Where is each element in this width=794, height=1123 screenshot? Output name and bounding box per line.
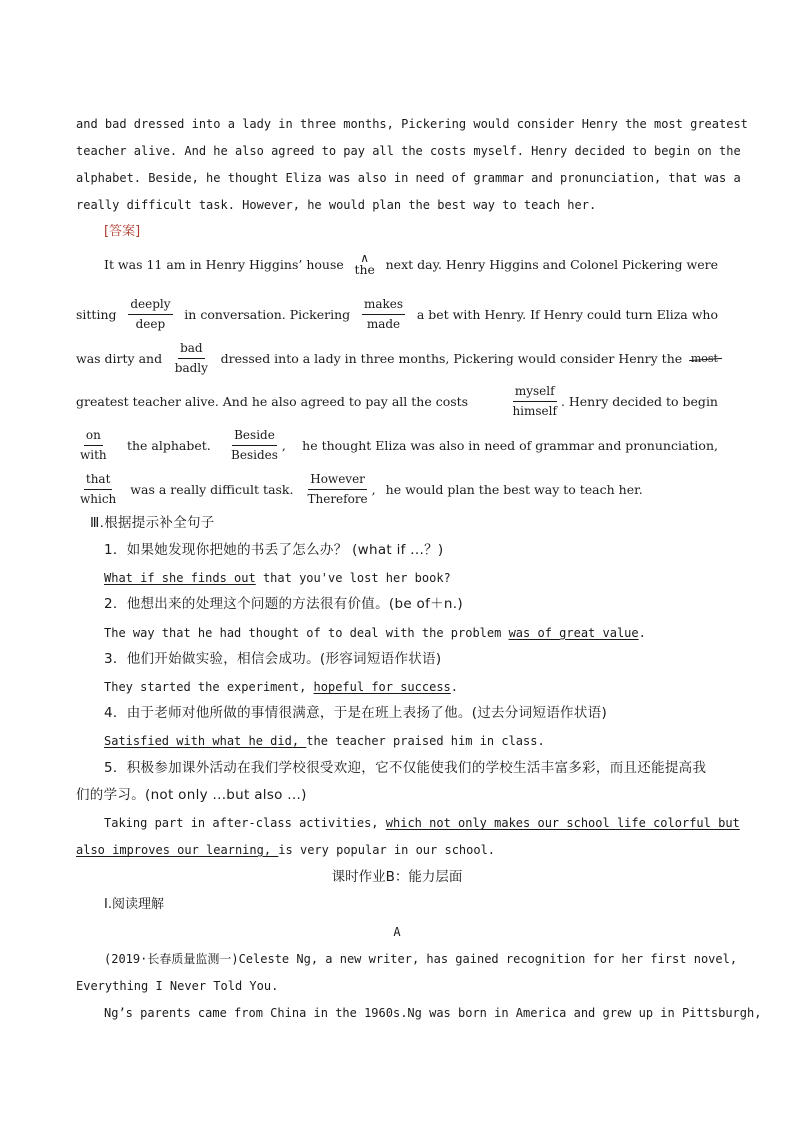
correction	[305, 472, 369, 507]
correct-word: with	[80, 448, 107, 462]
reading-text: Ng’s parents came from China in the 1960s.Ng was born in America and grew up in Pittsburgh,	[104, 1006, 762, 1020]
wrong-word: bad	[178, 341, 205, 359]
passage-line	[76, 170, 741, 186]
correct-word: deep	[135, 317, 166, 331]
correction-group	[303, 472, 375, 507]
answer-text: sitting	[76, 307, 117, 322]
caret-icon: ∧	[360, 251, 370, 265]
reading-line	[104, 1005, 762, 1021]
answer-text: he thought Eliza was also in need of grammar and pronunciation,	[302, 438, 718, 453]
wrong-word: Beside	[232, 428, 277, 446]
correct-word: badly	[174, 361, 208, 375]
answer-text: . Henry decided to begin	[560, 394, 718, 409]
reading-line	[76, 978, 718, 994]
answer-text: dressed into a lady in three months, Pickering would consider Henry the	[220, 351, 683, 366]
answer-line-1	[104, 252, 718, 276]
answer-2	[104, 625, 746, 641]
answer-line-5	[76, 428, 718, 463]
answer-line-6	[76, 472, 718, 507]
answer-underlined: was of great value	[508, 626, 639, 640]
correction-group	[227, 428, 286, 463]
answer-text: Taking part in after-class activities,	[104, 816, 386, 830]
answer-text: was a really difficult task.	[130, 482, 294, 497]
answer-text: is very popular in our school.	[278, 843, 496, 857]
passage-line	[76, 197, 718, 213]
answer-text: that you've lost her book?	[255, 571, 451, 585]
wrong-word: myself	[513, 384, 557, 402]
answer-line-3	[76, 341, 718, 376]
answer-text: .	[450, 680, 459, 694]
passage-text: and bad dressed into a lady in three months, Pickering would consider Henry the most greatest	[76, 117, 748, 131]
wrong-word: on	[84, 428, 103, 446]
answer-text: .	[638, 626, 646, 640]
answer-text: a bet with Henry. If Henry could turn Eliza who	[416, 307, 718, 322]
answer-underlined: Satisfied with what he did,	[104, 734, 307, 748]
reading-line	[104, 951, 738, 967]
answer-text: greatest teacher alive. And he also agreed to pay all the costs	[76, 394, 469, 409]
passage-text: alphabet. Beside, he thought Eliza was also in need of grammar and pronunciation, that was a	[76, 171, 741, 185]
correct-word: made	[366, 317, 401, 331]
correct-word: himself	[512, 404, 557, 418]
answer-text: in conversation. Pickering	[184, 307, 351, 322]
reading-text: Everything I Never Told You.	[76, 979, 279, 993]
question-5-line-2: 们的学习。(not only ...but also ...)	[76, 787, 307, 803]
answer-5-line-2	[76, 842, 718, 858]
wrong-word: makes	[362, 297, 405, 315]
answer-line-4	[76, 384, 718, 419]
question-1: 1．如果她发现你把她的书丢了怎么办？ (what if ...？)	[104, 542, 444, 558]
passage-label: A	[393, 925, 401, 939]
answer-text: he would plan the best way to teach her.	[385, 482, 643, 497]
part-b-title: 课时作业B：能力层面	[331, 869, 463, 885]
reading-text: (2019·长春质量监测一)Celeste Ng, a new writer, has gained recognition for her first novel,	[104, 952, 738, 966]
correct-word: which	[80, 492, 117, 506]
answer-text: It was 11 am in Henry Higgins’ house	[104, 256, 344, 272]
correction-group	[508, 384, 718, 419]
correction	[362, 297, 405, 332]
answer-1	[104, 570, 746, 586]
question-3: 3．他们开始做实验，相信会成功。(形容词短语作状语)	[104, 651, 442, 667]
answer-text: next day. Henry Higgins and Colonel Pickering were	[385, 256, 718, 272]
answer-text: the alphabet.	[126, 438, 211, 453]
passage-line	[76, 143, 741, 159]
answer-text: ,	[281, 438, 286, 453]
inserted-word: the	[354, 262, 375, 277]
correct-word: Besides	[231, 448, 278, 462]
insertion-mark	[354, 252, 374, 276]
reading-section-title: Ⅰ.阅读理解	[104, 897, 164, 912]
answer-line-2	[76, 297, 718, 332]
correction	[173, 341, 210, 376]
answer-text: ,	[371, 482, 376, 497]
correct-word: Therefore	[307, 492, 368, 506]
answer-text: The way that he had thought of to deal with the problem	[104, 626, 509, 640]
question-5-line-1: 5．积极参加课外活动在我们学校很受欢迎，它不仅能使我们的学校生活丰富多彩，而且还能提高我	[104, 760, 707, 776]
answer-underlined: also improves our learning,	[76, 843, 279, 857]
passage-text: teacher alive. And he also agreed to pay all the costs myself. Henry decided to begin on the	[76, 144, 741, 158]
correction	[78, 428, 109, 463]
passage-text: really difficult task. However, he would plan the best way to teach her.	[76, 198, 597, 212]
answer-text: They started the experiment,	[104, 680, 314, 694]
answer-5-line-1	[104, 815, 740, 831]
correction	[229, 428, 280, 463]
question-4: 4．由于老师对他所做的事情很满意，于是在班上表扬了他。(过去分词短语作状语)	[104, 705, 608, 721]
answer-tag: [答案]	[104, 224, 141, 239]
wrong-word: However	[308, 472, 367, 490]
wrong-word: deeply	[128, 297, 172, 315]
correction	[510, 384, 558, 419]
question-2: 2．他想出来的处理这个问题的方法很有价值。(be of＋n.)	[104, 596, 463, 612]
answer-underlined: hopeful for success	[313, 680, 451, 694]
correction	[128, 297, 172, 332]
answer-text: the teacher praised him in class.	[306, 734, 545, 748]
section-title: Ⅲ.根据提示补全句子	[90, 515, 215, 531]
answer-4	[104, 733, 746, 749]
deleted-word: most	[690, 352, 718, 365]
answer-text: was dirty and	[76, 351, 163, 366]
correction	[78, 472, 118, 507]
wrong-word: that	[84, 472, 113, 490]
answer-underlined: What if she finds out	[104, 571, 256, 585]
passage-line	[76, 116, 748, 132]
answer-underlined: which not only makes our school life colorful but	[385, 816, 740, 830]
answer-3	[104, 679, 746, 695]
